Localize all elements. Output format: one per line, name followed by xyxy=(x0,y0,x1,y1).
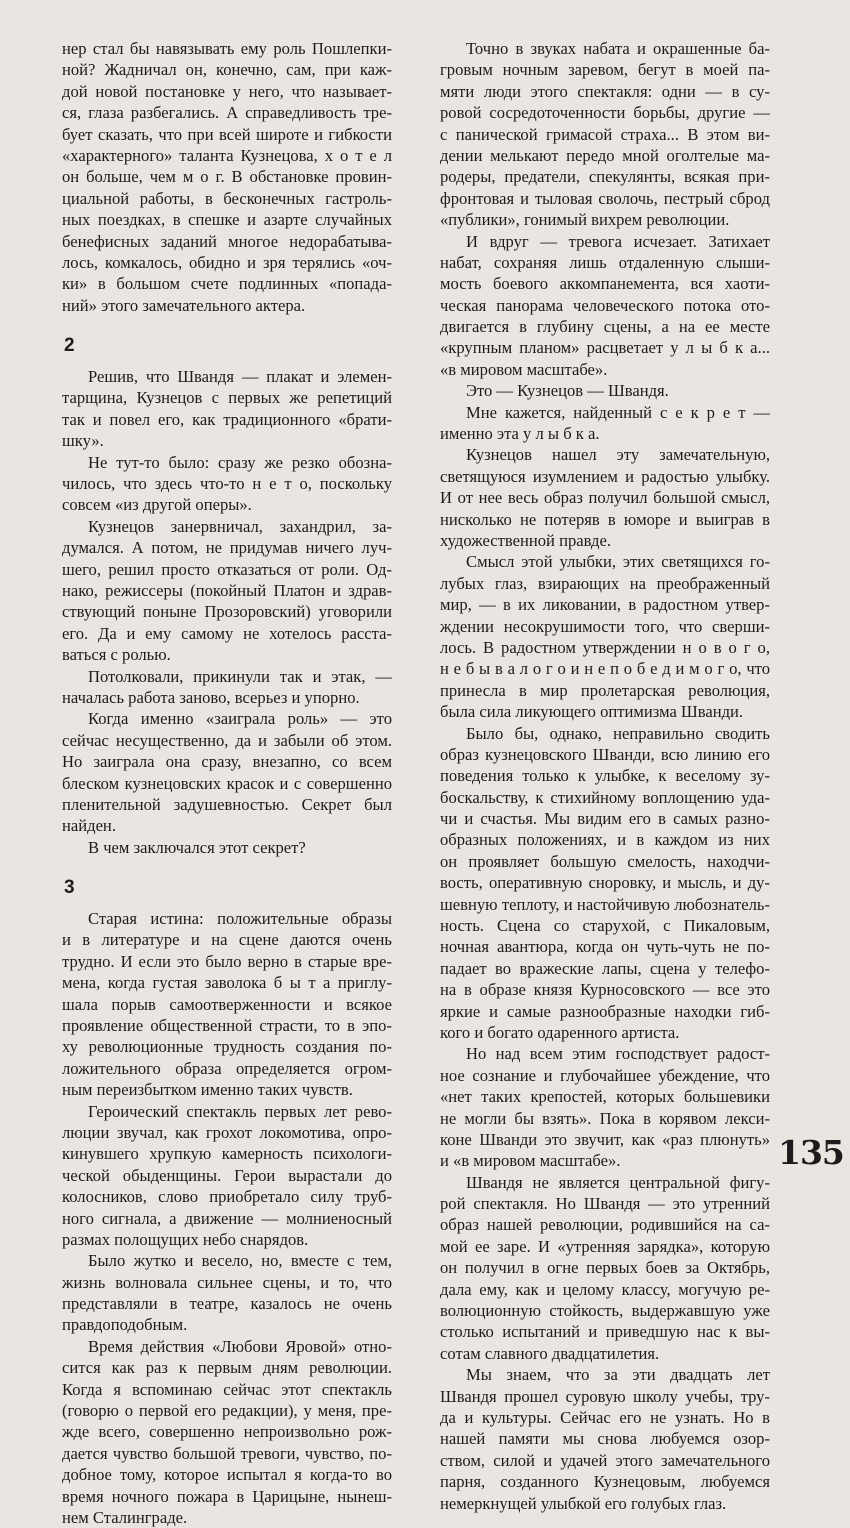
text-line: кинувшего хрупкую камерность психологи- xyxy=(62,1144,392,1164)
text-line: Кузнецов нашел эту замечательную, xyxy=(466,445,770,465)
text-line: именно эта у л ы б к а. xyxy=(440,424,600,444)
text-line: И от нее весь образ получил большой смысл, xyxy=(440,488,770,508)
text-line: с панической гримасой страха... В этом ви- xyxy=(440,124,770,144)
text-line: образ кузнецовского Шванди, всю линию его xyxy=(440,744,770,764)
text-line: «нет таких крепостей, которых большевики xyxy=(440,1087,770,1107)
text-line: так и повел его, как традиционного «брати- xyxy=(62,409,392,429)
paragraph xyxy=(440,231,770,381)
text-line: немеркнущей улыбкой его голубых глаз. xyxy=(440,1493,727,1513)
text-line: В чем заключался этот секрет? xyxy=(88,837,306,857)
text-line: поведения только к улыбке, к веселому зу- xyxy=(440,766,770,786)
text-line: его. Да и ему самому не хотелось расста- xyxy=(62,623,392,643)
text-line: трудно. И если это было верно в старые вре- xyxy=(62,951,392,971)
text-line: ложительного образа определяется огром- xyxy=(62,1058,392,1078)
text-line: шего, решил просто отказаться от роли. Од- xyxy=(62,559,392,579)
text-line: (говорю о первой его редакции), у меня, пре- xyxy=(62,1401,392,1421)
text-line: фронтовая и тыловая сволочь, пестрый сброд xyxy=(440,188,770,208)
paragraph xyxy=(62,708,392,836)
paragraph xyxy=(62,1336,392,1528)
text-line: нем Сталинграде. xyxy=(62,1508,188,1527)
text-line: «публики», гонимый вихрем революции. xyxy=(440,210,730,230)
text-line: не могли бы взять». Пока в корявом лекси- xyxy=(440,1108,770,1128)
section-number-2: 2 xyxy=(64,335,75,357)
text-line: шевную теплоту, и настойчивую любознатель- xyxy=(440,894,770,914)
text-line: была сила ликующего оптимизма Шванди. xyxy=(440,702,744,722)
text-line: Потолковали, прикинули так и этак, — xyxy=(88,666,392,686)
text-line: ным переизбытком именно таких чувств. xyxy=(62,1080,353,1100)
text-line: Когда именно «заиграла роль» — это xyxy=(88,709,392,729)
text-line: шала порыв самоотверженности и всякое xyxy=(62,994,392,1014)
paragraph xyxy=(440,38,770,231)
text-line: он проявляет большую смелость, находчи- xyxy=(440,851,770,871)
text-line: нисколько не потеряв в юморе и выиграв в xyxy=(440,509,770,529)
paragraph xyxy=(62,837,392,858)
text-line: нако, режиссеры (покойный Платон и здрав- xyxy=(62,580,392,600)
text-line: набат, сохраняя лишь отдаленную слыши- xyxy=(440,252,770,272)
text-line: пленительной задушевностью. Секрет был xyxy=(62,794,392,814)
text-line: лось, комкалось, обидно и зря терялись «оч- xyxy=(62,252,392,272)
text-line: Смысл этой улыбки, этих светящихся го- xyxy=(466,552,770,572)
paragraph xyxy=(62,1101,392,1251)
text-line: яркие и самые разнообразные находки гиб- xyxy=(440,1001,770,1021)
text-line: Кузнецов занервничал, захандрил, за- xyxy=(88,516,392,536)
text-line: сится как раз к первым дням революции. xyxy=(62,1358,392,1378)
text-line: Старая истина: положительные образы xyxy=(88,909,392,929)
text-line: жизнь волновала сильнее сцены, и то, что xyxy=(62,1272,392,1292)
text-line: парня, созданного Кузнецовым, любуемся xyxy=(440,1472,770,1492)
text-line: Было бы, однако, неправильно сводить xyxy=(466,723,770,743)
text-line: «характерного» таланта Кузнецова, х о т е л xyxy=(62,145,392,165)
text-line: вость, оперативную сноровку, и мысль, и ду- xyxy=(440,873,770,893)
text-line: жде всего, совершенно непроизвольно рож- xyxy=(62,1422,392,1442)
paragraph xyxy=(440,402,770,445)
text-line: проявление общественной страсти, то в эпо- xyxy=(62,1016,392,1036)
text-line: Точно в звуках набата и окрашенные ба- xyxy=(466,39,770,58)
paragraph xyxy=(62,516,392,666)
text-line: ческой обыденщины. Герои вырастали до xyxy=(62,1165,392,1185)
text-line: ночная авантюра, когда он чуть-чуть не по- xyxy=(440,937,770,957)
text-line: ством, силой и удачей этого замечательного xyxy=(440,1450,770,1470)
text-line: Героический спектакль первых лет рево- xyxy=(88,1101,392,1121)
text-line: Мы знаем, что за эти двадцать лет xyxy=(466,1365,770,1385)
text-line: ной? Жадничал он, конечно, сам, при каж- xyxy=(62,60,392,80)
text-line: н е б ы в а л о г о и н е п о б е д и м о г о, что xyxy=(440,659,770,679)
text-line: правдоподобным. xyxy=(62,1315,188,1335)
text-line: дается чувство большой тревоги, чувство, по- xyxy=(62,1443,392,1463)
text-line: началась работа заново, всерьез и упорно. xyxy=(62,687,360,707)
paragraph xyxy=(440,1172,770,1365)
text-line: рой спектакля. Но Швандя — это утренний xyxy=(440,1194,770,1214)
text-line: боскальству, к стихийному воплощению уда- xyxy=(440,787,770,807)
text-line: Мне кажется, найденный с е к р е т — xyxy=(466,402,770,422)
text-line: Но заиграла она сразу, внезапно, со всем xyxy=(62,752,392,772)
text-line: и «в мировом масштабе». xyxy=(440,1151,621,1171)
text-line: мяти люди этого спектакля: одни — в су- xyxy=(440,81,770,101)
text-line: Время действия «Любови Яровой» отно- xyxy=(88,1336,392,1356)
text-line: найден. xyxy=(62,816,116,836)
paragraph xyxy=(62,366,392,452)
text-line: мой ее заре. И «утренняя зарядка», которую xyxy=(440,1236,770,1256)
page-number: 135 xyxy=(778,1133,844,1172)
paragraph xyxy=(62,452,392,516)
text-line: ваться с ролью. xyxy=(62,645,171,665)
text-line: совсем «из другой оперы». xyxy=(62,495,252,515)
text-line: нашей памяти мы снова любуемся озор- xyxy=(440,1429,770,1449)
text-line: ного сигнала, а движение — молниеносный xyxy=(62,1208,392,1228)
text-line: бенефисных заданий многое недорабатыва- xyxy=(62,231,392,251)
text-line: гровым ночным заревом, бегут в моей па- xyxy=(440,60,770,80)
right-column xyxy=(440,38,770,1514)
text-line: время ночного пожара в Царицыне, нынеш- xyxy=(62,1486,392,1506)
section-number-3: 3 xyxy=(64,877,75,899)
paragraph xyxy=(62,666,392,709)
text-line: да и культуры. Сейчас его не узнать. Но в xyxy=(440,1408,770,1427)
text-line: художественной правде. xyxy=(440,530,611,550)
left-column xyxy=(62,38,392,1528)
text-line: представляли в театре, казалось не очень xyxy=(62,1294,392,1314)
text-line: ствующий поныне Прозоровский) уговорили xyxy=(62,602,392,622)
text-line: думался. А потом, не придумав ничего луч- xyxy=(62,538,392,558)
text-line: ки» в большом счете подлинных «попада- xyxy=(62,274,392,294)
text-line: размах полощущих небо снарядов. xyxy=(62,1229,309,1249)
intro-paragraph xyxy=(62,38,392,316)
text-line: Но над всем этим господствует радост- xyxy=(466,1044,770,1064)
text-line: чи и счастья. Мы видим его в самых разно- xyxy=(440,809,770,829)
text-line: ждении несокрушимости того, что сверши- xyxy=(440,616,770,636)
text-line: нер стал бы навязывать ему роль Пошлепки- xyxy=(62,39,392,58)
text-line: двигается в глубину сцены, а на ее месте xyxy=(440,317,770,337)
text-line: падает во вражеские лапы, сцена у телефо- xyxy=(440,958,770,978)
text-line: он получил в огне первых боев за Октябрь, xyxy=(440,1258,770,1278)
text-line: шку». xyxy=(62,431,104,451)
paragraph xyxy=(62,908,392,1101)
text-line: чилось, что здесь что-то н е т о, поскольку xyxy=(62,474,392,494)
text-line: сотам славного двадцатилетия. xyxy=(440,1343,660,1363)
text-line: принесла в мир пролетарская революция, xyxy=(440,680,770,700)
text-line: ся, глаза разбегались. А справедливость тре- xyxy=(62,103,392,123)
text-line: Когда я вспоминаю сейчас этот спектакль xyxy=(62,1379,392,1399)
text-line: ческая панорама человеческого потока ото- xyxy=(440,295,770,315)
paragraph xyxy=(440,444,770,551)
text-line: он больше, чем м о г. В обстановке провин- xyxy=(62,167,392,187)
text-line: ное сознание и глубочайшее убеждение, что xyxy=(440,1065,770,1085)
text-line: столько испытаний и приведшую нас к вы- xyxy=(440,1322,770,1342)
paragraph xyxy=(440,723,770,1044)
text-line: лось. В радостном утверждении н о в о г о, xyxy=(440,637,770,657)
text-line: колосников, слово приобретало силу труб- xyxy=(62,1187,392,1207)
text-line: ность. Сцена со старухой, с Пикаловым, xyxy=(440,916,770,936)
text-line: Решив, что Швандя — плакат и элемен- xyxy=(88,367,392,387)
text-line: родеры, предатели, спекулянты, всякая при- xyxy=(440,167,770,187)
text-line: сейчас несущественно, да и забыли об этом. xyxy=(62,730,392,750)
paragraph xyxy=(440,551,770,722)
text-line: ний» этого замечательного актера. xyxy=(62,295,306,315)
text-line: мена, когда густая заволока б ы т а приглу- xyxy=(62,973,392,993)
text-line: «крупным планом» расцветает у л ы б к а... xyxy=(440,338,770,358)
text-line: Это — Кузнецов — Швандя. xyxy=(466,381,669,401)
text-line: блеском кузнецовских красок и с совершенно xyxy=(62,773,392,793)
text-line: Не тут-то было: сразу же резко обозна- xyxy=(88,452,392,472)
text-line: ровой сосредоточенности борьбы, другие — xyxy=(440,103,770,123)
text-line: на в образе князя Курносовского — все это xyxy=(440,980,770,1000)
text-line: образ нашей революции, родившийся на са- xyxy=(440,1215,770,1235)
text-line: образных положениях, и в каждом из них xyxy=(440,830,770,850)
text-line: кого и богато одаренного артиста. xyxy=(440,1022,680,1042)
text-line: светящуюся изумлением и радостью улыбку. xyxy=(440,466,770,486)
text-line: ху революционные трудность создания по- xyxy=(62,1037,392,1057)
paragraph xyxy=(440,380,770,401)
text-line: мир, — в их ликовании, в радостном утвер- xyxy=(440,595,770,615)
text-line: Было жутко и весело, но, вместе с тем, xyxy=(88,1251,392,1271)
text-line: циальной работы, в бесконечных гастроль- xyxy=(62,188,392,208)
text-line: лубых глаз, взирающих на преображенный xyxy=(440,573,770,593)
text-line: тарщина, Кузнецов с первых же репетиций xyxy=(62,388,392,408)
paragraph xyxy=(62,1250,392,1336)
text-line: дой новой постановке у него, что называет- xyxy=(62,81,392,101)
section-3-text xyxy=(62,908,392,1528)
text-line: добное тому, которое испытал я когда-то во xyxy=(62,1465,392,1485)
text-line: «в мировом масштабе». xyxy=(440,359,608,379)
text-line: люции звучал, как грохот локомотива, опро- xyxy=(62,1122,392,1142)
paragraph xyxy=(440,1364,770,1514)
paragraph xyxy=(440,1043,770,1171)
section-2-text xyxy=(62,366,392,858)
text-line: Швандя не является центральной фигу- xyxy=(466,1172,770,1192)
text-line: ных поездках, в спешке и азарте случайных xyxy=(62,210,392,230)
text-line: Швандя прошел суровую школу учебы, тру- xyxy=(440,1386,770,1406)
text-line: волюционную стойкость, выдержавшую уже xyxy=(440,1301,770,1321)
text-line: бует сказать, что при всей широте и гибкости xyxy=(62,124,392,144)
text-line: дении мелькают передо мной оголтелые ма- xyxy=(440,145,770,165)
text-line: коне Шванди это звучит, как «раз плюнуть» xyxy=(440,1129,770,1149)
text-line: и в литературе и на сцене даются очень xyxy=(62,930,392,950)
text-line: И вдруг — тревога исчезает. Затихает xyxy=(466,231,770,251)
text-line: мость боевого аккомпанемента, вся хаоти- xyxy=(440,274,770,294)
text-line: дала ему, как и целому классу, могучую ре- xyxy=(440,1279,770,1299)
